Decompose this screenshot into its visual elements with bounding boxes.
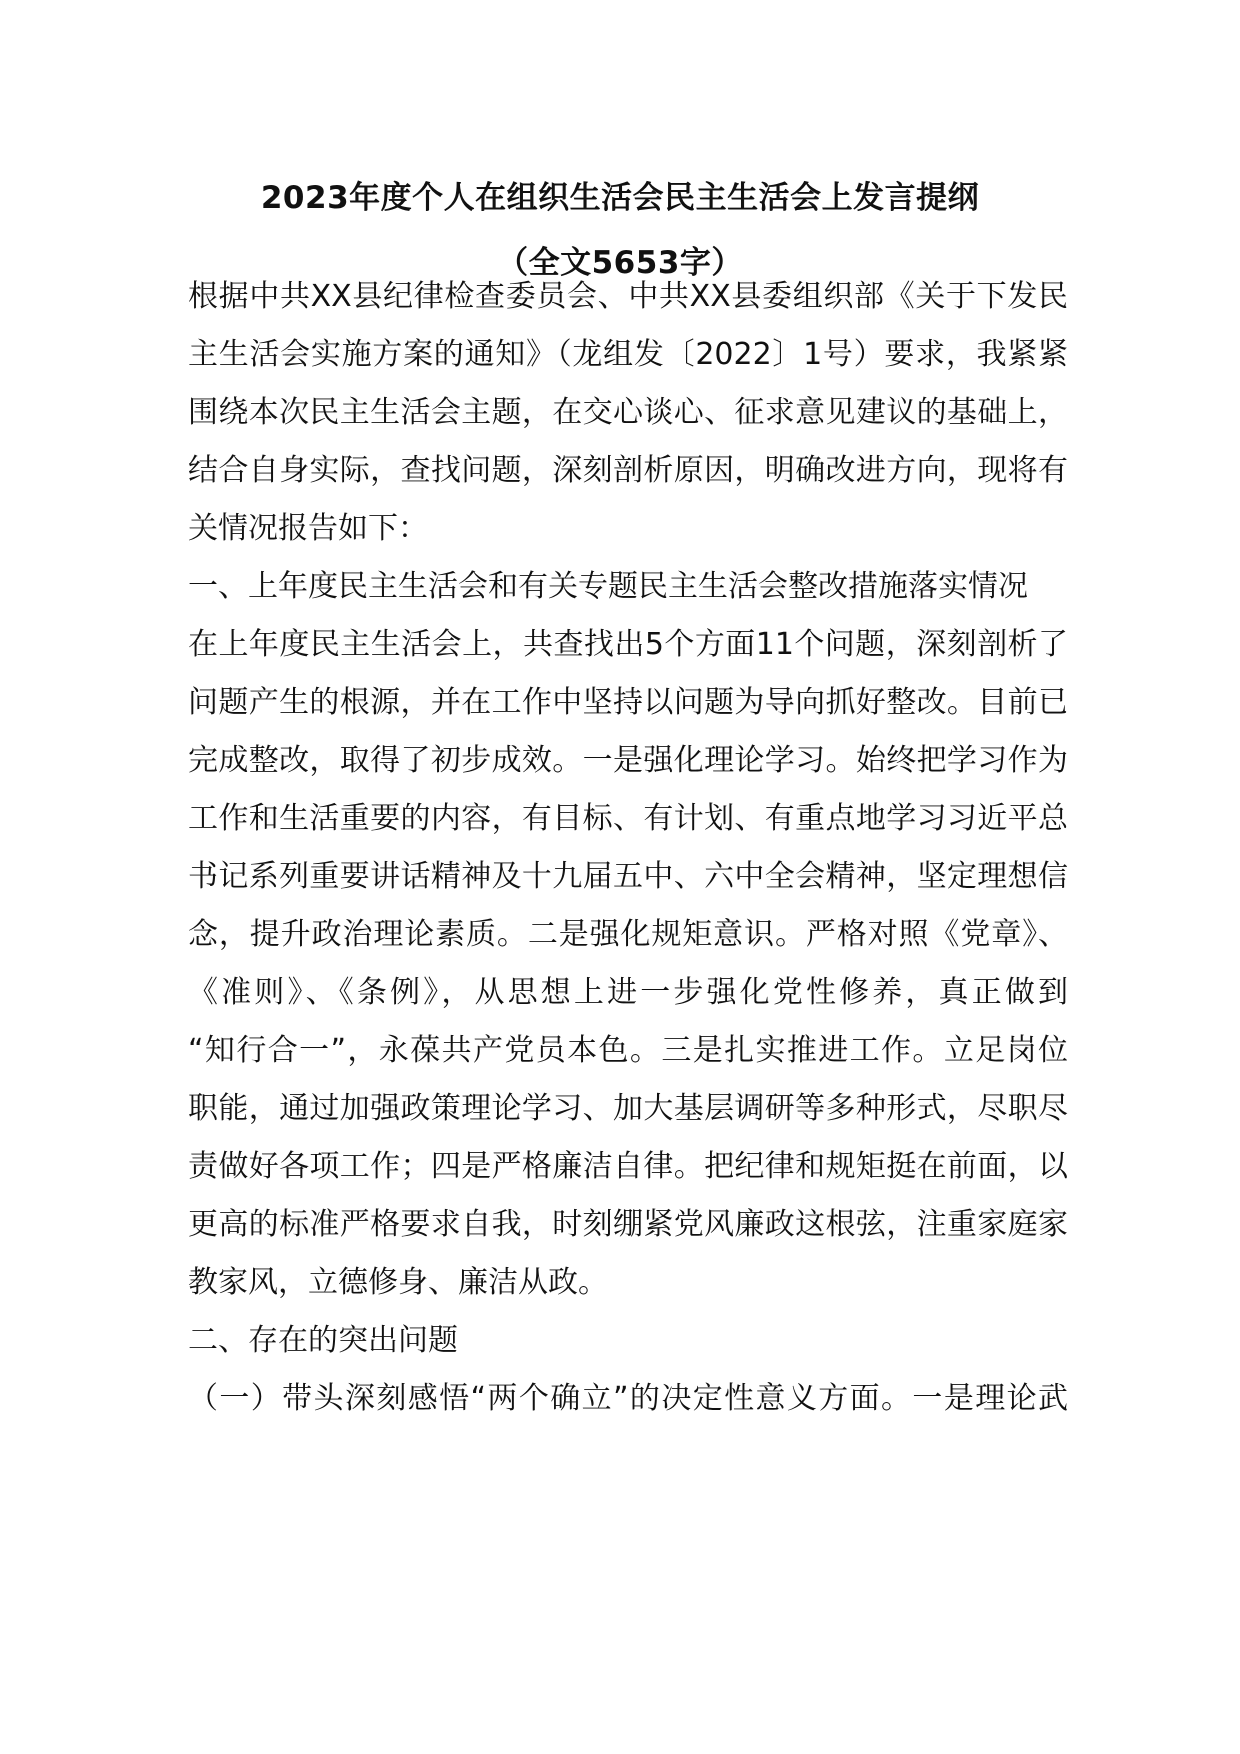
body-line: 关情况报告如下： (188, 511, 428, 546)
body-line: 主生活会实施方案的通知》（龙组发〔2022〕1号）要求，我紧紧 (188, 337, 1068, 372)
body-line: 更高的标准严格要求自我，时刻绷紧党风廉政这根弦，注重家庭家 (188, 1207, 1068, 1242)
body-line: 职能，通过加强政策理论学习、加大基层调研等多种形式，尽职尽 (188, 1091, 1068, 1126)
body-line: “知行合一”，永葆共产党员本色。三是扎实推进工作。立足岗位 (188, 1033, 1068, 1068)
document-subtitle: （全文5653字） (497, 245, 743, 281)
section-heading: 一、上年度民主生活会和有关专题民主生活会整改措施落实情况 (188, 569, 1028, 604)
body-line: 根据中共XX县纪律检查委员会、中共XX县委组织部《关于下发民 (188, 279, 1068, 314)
body-line: 问题产生的根源，并在工作中坚持以问题为导向抓好整改。目前已 (188, 685, 1068, 720)
body-line: 在上年度民主生活会上，共查找出5个方面11个问题，深刻剖析了 (188, 627, 1068, 662)
subsection-heading: （一）带头深刻感悟“两个确立”的决定性意义方面。一是理论武 (188, 1381, 1068, 1416)
body-line: 完成整改，取得了初步成效。一是强化理论学习。始终把学习作为 (188, 743, 1068, 778)
body-line: 教家风，立德修身、廉洁从政。 (188, 1265, 608, 1300)
body-line: 《准则》、《条例》，从思想上进一步强化党性修养，真正做到 (188, 975, 1068, 1010)
body-line: 责做好各项工作；四是严格廉洁自律。把纪律和规矩挺在前面，以 (188, 1149, 1068, 1184)
section-heading: 二、存在的突出问题 (188, 1323, 458, 1358)
body-line: 工作和生活重要的内容，有目标、有计划、有重点地学习习近平总 (188, 801, 1068, 836)
body-line: 念，提升政治理论素质。二是强化规矩意识。严格对照《党章》、 (188, 917, 1068, 952)
body-line: 围绕本次民主生活会主题，在交心谈心、征求意见建议的基础上， (188, 395, 1068, 430)
document-title: 2023年度个人在组织生活会民主生活会上发言提纲 (260, 180, 980, 216)
body-line: 结合自身实际，查找问题，深刻剖析原因，明确改进方向，现将有 (188, 453, 1068, 488)
body-line: 书记系列重要讲话精神及十九届五中、六中全会精神，坚定理想信 (188, 859, 1068, 894)
